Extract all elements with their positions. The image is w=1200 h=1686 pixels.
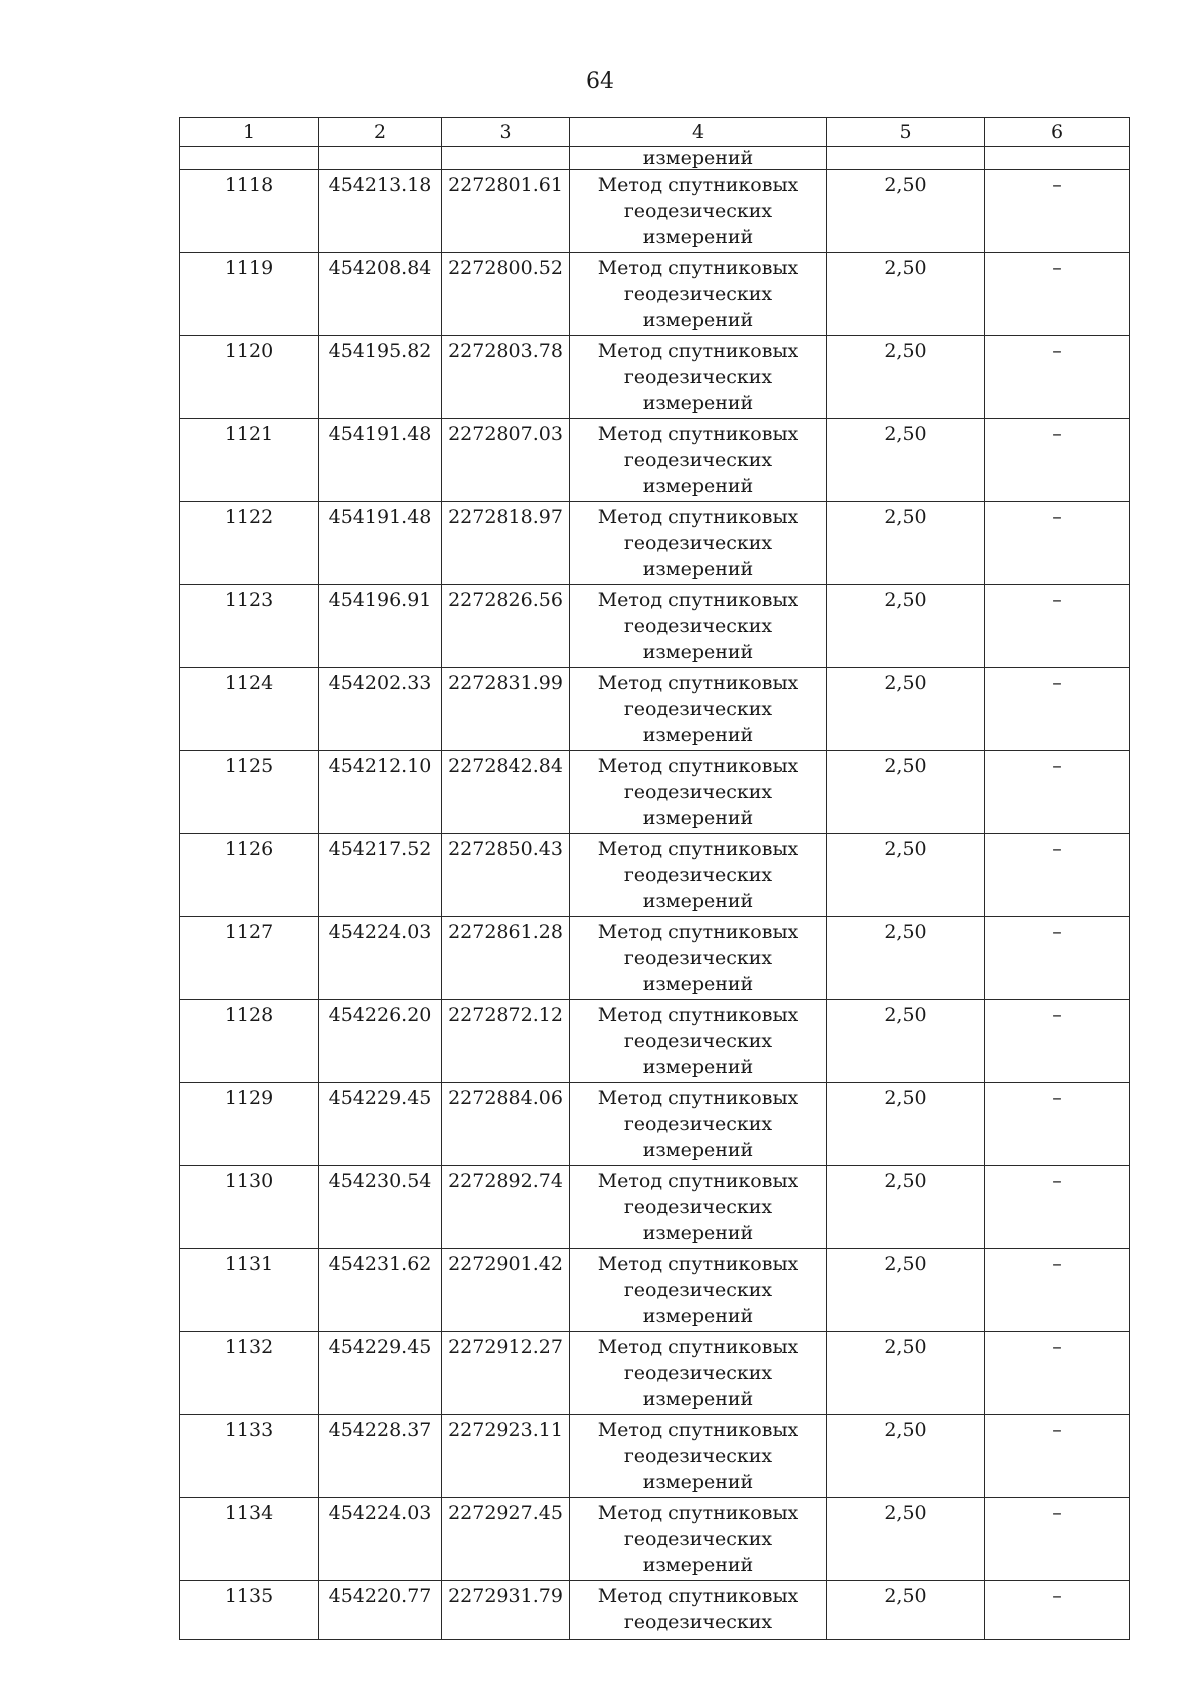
- method-cell: [570, 1166, 827, 1249]
- table-row: [180, 419, 1130, 502]
- x-coordinate-cell: 454191.48: [319, 419, 442, 502]
- y-coordinate-cell: 2272927.45: [442, 1498, 570, 1581]
- point-id-cell: 1131: [180, 1249, 319, 1332]
- y-coordinate-cell: 2272923.11: [442, 1415, 570, 1498]
- point-id-cell: 1124: [180, 668, 319, 751]
- table-row: [180, 1581, 1130, 1640]
- table-row: [180, 585, 1130, 668]
- method-cell: [570, 1415, 827, 1498]
- header-cell: 5: [827, 118, 985, 147]
- accuracy-cell: 2,50: [827, 1415, 985, 1498]
- method-text-line: геодезических: [623, 366, 773, 388]
- method-text-line: измерений: [642, 1471, 754, 1493]
- note-cell: –: [985, 419, 1130, 502]
- note-cell: –: [985, 1415, 1130, 1498]
- table-cell: [985, 147, 1130, 170]
- note-cell: –: [985, 1000, 1130, 1083]
- accuracy-cell: 2,50: [827, 585, 985, 668]
- y-coordinate-cell: 2272931.79: [442, 1581, 570, 1640]
- method-text-line: геодезических: [623, 1445, 773, 1467]
- method-cell: [570, 336, 827, 419]
- y-coordinate-cell: 2272861.28: [442, 917, 570, 1000]
- accuracy-cell: 2,50: [827, 917, 985, 1000]
- method-text-line: геодезических: [623, 449, 773, 471]
- header-cell: 4: [570, 118, 827, 147]
- table-row: [180, 917, 1130, 1000]
- y-coordinate-cell: 2272801.61: [442, 170, 570, 253]
- point-id-cell: 1126: [180, 834, 319, 917]
- table-row: [180, 1415, 1130, 1498]
- method-text-line: геодезических: [623, 1362, 773, 1384]
- y-coordinate-cell: 2272892.74: [442, 1166, 570, 1249]
- method-text-line: измерений: [642, 807, 754, 829]
- note-cell: –: [985, 585, 1130, 668]
- table-row: [180, 1332, 1130, 1415]
- x-coordinate-cell: 454212.10: [319, 751, 442, 834]
- method-text-line: геодезических: [623, 1279, 773, 1301]
- point-id-cell: 1133: [180, 1415, 319, 1498]
- x-coordinate-cell: 454217.52: [319, 834, 442, 917]
- method-text-line: Метод спутниковых: [597, 257, 799, 279]
- x-coordinate-cell: 454196.91: [319, 585, 442, 668]
- y-coordinate-cell: 2272850.43: [442, 834, 570, 917]
- point-id-cell: 1122: [180, 502, 319, 585]
- method-text-line: измерений: [642, 890, 754, 912]
- accuracy-cell: 2,50: [827, 1249, 985, 1332]
- accuracy-cell: 2,50: [827, 1498, 985, 1581]
- point-id-cell: 1135: [180, 1581, 319, 1640]
- header-cell: 2: [319, 118, 442, 147]
- method-text-line: геодезических: [623, 283, 773, 305]
- method-text-line: измерений: [642, 1305, 754, 1327]
- point-id-cell: 1120: [180, 336, 319, 419]
- accuracy-cell: 2,50: [827, 1166, 985, 1249]
- header-cell: 1: [180, 118, 319, 147]
- table-row: [180, 751, 1130, 834]
- note-cell: –: [985, 917, 1130, 1000]
- table-cell: [442, 147, 570, 170]
- table-row: [180, 502, 1130, 585]
- method-text-line: измерений: [642, 392, 754, 414]
- method-text-line: Метод спутниковых: [597, 340, 799, 362]
- method-text-line: измерений: [642, 1139, 754, 1161]
- note-cell: –: [985, 751, 1130, 834]
- header-cell: 6: [985, 118, 1130, 147]
- method-text-line: геодезических: [623, 698, 773, 720]
- method-text-line: геодезических: [623, 532, 773, 554]
- note-cell: –: [985, 834, 1130, 917]
- point-id-cell: 1121: [180, 419, 319, 502]
- method-text-line: геодезических: [623, 1030, 773, 1052]
- method-text-line: Метод спутниковых: [597, 755, 799, 777]
- method-text-line: Метод спутниковых: [597, 1004, 799, 1026]
- y-coordinate-cell: 2272800.52: [442, 253, 570, 336]
- method-text-line: Метод спутниковых: [597, 1585, 799, 1607]
- point-id-cell: 1119: [180, 253, 319, 336]
- x-coordinate-cell: 454228.37: [319, 1415, 442, 1498]
- method-text-line: Метод спутниковых: [597, 838, 799, 860]
- accuracy-cell: 2,50: [827, 1083, 985, 1166]
- accuracy-cell: 2,50: [827, 1581, 985, 1640]
- note-cell: –: [985, 1249, 1130, 1332]
- method-cell: [570, 917, 827, 1000]
- x-coordinate-cell: 454229.45: [319, 1332, 442, 1415]
- x-coordinate-cell: 454229.45: [319, 1083, 442, 1166]
- note-cell: –: [985, 1166, 1130, 1249]
- x-coordinate-cell: 454224.03: [319, 1498, 442, 1581]
- accuracy-cell: 2,50: [827, 1332, 985, 1415]
- note-cell: –: [985, 1498, 1130, 1581]
- table-cell: [180, 147, 319, 170]
- method-text-line: измерений: [642, 558, 754, 580]
- method-text-line: Метод спутниковых: [597, 1087, 799, 1109]
- x-coordinate-cell: 454191.48: [319, 502, 442, 585]
- method-text-line: Метод спутниковых: [597, 1502, 799, 1524]
- table-row: [180, 253, 1130, 336]
- method-cell: [570, 419, 827, 502]
- note-cell: –: [985, 170, 1130, 253]
- note-cell: –: [985, 502, 1130, 585]
- method-text-line: измерений: [642, 724, 754, 746]
- table-row: [180, 336, 1130, 419]
- table-header-row: [180, 118, 1130, 147]
- method-cell: [570, 1498, 827, 1581]
- method-text-line: Метод спутниковых: [597, 672, 799, 694]
- note-cell: –: [985, 1332, 1130, 1415]
- point-id-cell: 1134: [180, 1498, 319, 1581]
- point-id-cell: 1129: [180, 1083, 319, 1166]
- method-text-line: геодезических: [623, 864, 773, 886]
- method-text-line: измерений: [642, 309, 754, 331]
- method-text-line: измерений: [642, 1222, 754, 1244]
- method-cell: [570, 1581, 827, 1640]
- method-text-line: геодезических: [623, 615, 773, 637]
- x-coordinate-cell: 454224.03: [319, 917, 442, 1000]
- note-cell: –: [985, 1083, 1130, 1166]
- accuracy-cell: 2,50: [827, 170, 985, 253]
- method-cell: [570, 834, 827, 917]
- method-text-line: измерений: [642, 226, 754, 248]
- method-cell: [570, 1249, 827, 1332]
- table-row: [180, 668, 1130, 751]
- method-text-line: Метод спутниковых: [597, 1419, 799, 1441]
- y-coordinate-cell: 2272912.27: [442, 1332, 570, 1415]
- note-cell: –: [985, 1581, 1130, 1640]
- table-row: [180, 1000, 1130, 1083]
- header-cell: 3: [442, 118, 570, 147]
- x-coordinate-cell: 454213.18: [319, 170, 442, 253]
- table-row: [180, 1166, 1130, 1249]
- table-row: [180, 1498, 1130, 1581]
- y-coordinate-cell: 2272842.84: [442, 751, 570, 834]
- method-text-line: геодезических: [623, 1611, 773, 1633]
- method-text-line: Метод спутниковых: [597, 423, 799, 445]
- method-cell: [570, 751, 827, 834]
- table-cell: [319, 147, 442, 170]
- method-text-line: геодезических: [623, 200, 773, 222]
- method-text-line: измерений: [642, 641, 754, 663]
- method-text-line: геодезических: [623, 947, 773, 969]
- accuracy-cell: 2,50: [827, 668, 985, 751]
- y-coordinate-cell: 2272807.03: [442, 419, 570, 502]
- method-text-line: Метод спутниковых: [597, 589, 799, 611]
- x-coordinate-cell: 454226.20: [319, 1000, 442, 1083]
- accuracy-cell: 2,50: [827, 419, 985, 502]
- method-text-line: измерений: [642, 475, 754, 497]
- method-cell: [570, 170, 827, 253]
- coordinates-table: [179, 117, 1130, 1640]
- y-coordinate-cell: 2272826.56: [442, 585, 570, 668]
- point-id-cell: 1123: [180, 585, 319, 668]
- method-text-line: измерений: [642, 1056, 754, 1078]
- note-cell: –: [985, 253, 1130, 336]
- y-coordinate-cell: 2272818.97: [442, 502, 570, 585]
- table-row: [180, 170, 1130, 253]
- x-coordinate-cell: 454208.84: [319, 253, 442, 336]
- x-coordinate-cell: 454220.77: [319, 1581, 442, 1640]
- method-cell: [570, 585, 827, 668]
- accuracy-cell: 2,50: [827, 834, 985, 917]
- point-id-cell: 1132: [180, 1332, 319, 1415]
- accuracy-cell: 2,50: [827, 751, 985, 834]
- x-coordinate-cell: 454202.33: [319, 668, 442, 751]
- method-text-line: измерений: [642, 1388, 754, 1410]
- x-coordinate-cell: 454195.82: [319, 336, 442, 419]
- method-cell: [570, 1000, 827, 1083]
- method-text-line: Метод спутниковых: [597, 1170, 799, 1192]
- continuation-row: [180, 147, 1130, 170]
- point-id-cell: 1130: [180, 1166, 319, 1249]
- method-text-line: измерений: [642, 1554, 754, 1576]
- accuracy-cell: 2,50: [827, 336, 985, 419]
- point-id-cell: 1125: [180, 751, 319, 834]
- table-cell: [827, 147, 985, 170]
- method-text-line: Метод спутниковых: [597, 921, 799, 943]
- accuracy-cell: 2,50: [827, 1000, 985, 1083]
- table-row: [180, 1249, 1130, 1332]
- method-cell: [570, 668, 827, 751]
- y-coordinate-cell: 2272901.42: [442, 1249, 570, 1332]
- y-coordinate-cell: 2272872.12: [442, 1000, 570, 1083]
- method-text-line: Метод спутниковых: [597, 174, 799, 196]
- method-text-line: геодезических: [623, 781, 773, 803]
- method-text-line: Метод спутниковых: [597, 1336, 799, 1358]
- note-cell: –: [985, 336, 1130, 419]
- note-cell: –: [985, 668, 1130, 751]
- method-text-line: геодезических: [623, 1113, 773, 1135]
- page-number: 64: [586, 69, 614, 94]
- accuracy-cell: 2,50: [827, 253, 985, 336]
- method-text-line: измерений: [642, 973, 754, 995]
- y-coordinate-cell: 2272831.99: [442, 668, 570, 751]
- y-coordinate-cell: 2272884.06: [442, 1083, 570, 1166]
- table-cell: измерений: [570, 147, 827, 170]
- point-id-cell: 1127: [180, 917, 319, 1000]
- method-text-line: геодезических: [623, 1528, 773, 1550]
- y-coordinate-cell: 2272803.78: [442, 336, 570, 419]
- method-cell: [570, 253, 827, 336]
- accuracy-cell: 2,50: [827, 502, 985, 585]
- table-row: [180, 1083, 1130, 1166]
- method-text-line: Метод спутниковых: [597, 506, 799, 528]
- point-id-cell: 1128: [180, 1000, 319, 1083]
- method-cell: [570, 1083, 827, 1166]
- method-text-line: Метод спутниковых: [597, 1253, 799, 1275]
- x-coordinate-cell: 454231.62: [319, 1249, 442, 1332]
- table-row: [180, 834, 1130, 917]
- method-cell: [570, 502, 827, 585]
- method-text-line: геодезических: [623, 1196, 773, 1218]
- x-coordinate-cell: 454230.54: [319, 1166, 442, 1249]
- point-id-cell: 1118: [180, 170, 319, 253]
- method-cell: [570, 1332, 827, 1415]
